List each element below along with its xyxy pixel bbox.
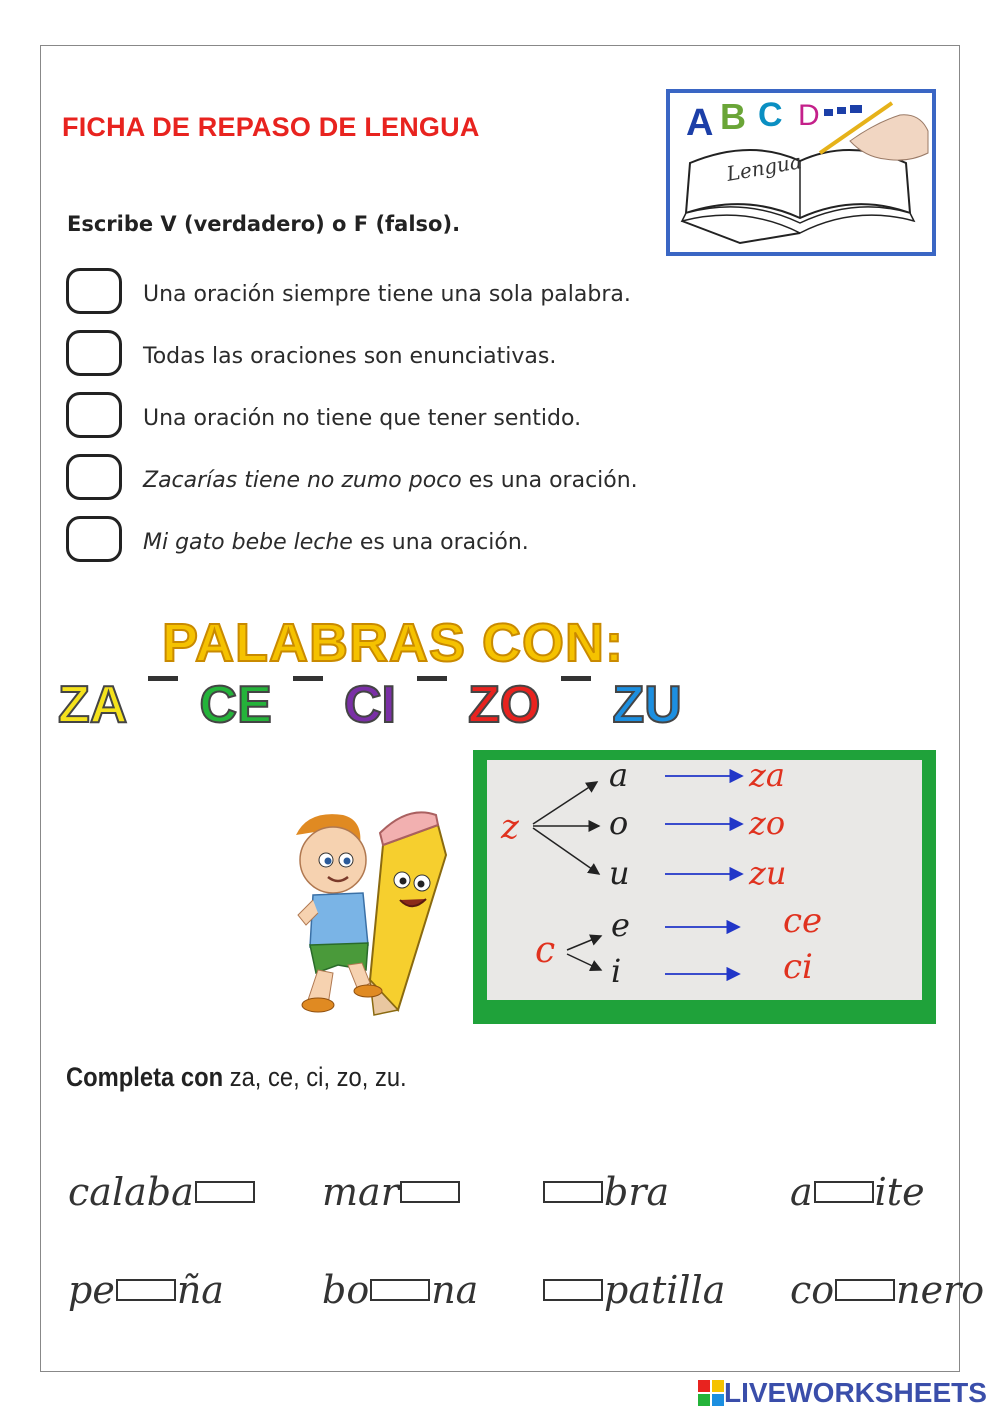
- blank-input-2[interactable]: [400, 1181, 460, 1203]
- lengua-logo-image: [666, 89, 936, 256]
- complete-instruction: Completa con za, ce, ci, zo, zu.: [66, 1062, 407, 1092]
- chart-vowel-e: e: [611, 906, 630, 944]
- logo-book-word: Lengua: [724, 149, 804, 186]
- liveworksheets-logo-icon: [698, 1380, 724, 1406]
- word-zapatilla: patilla: [542, 1268, 725, 1312]
- blank-input-6[interactable]: [370, 1279, 430, 1301]
- word-aceite: a ite: [790, 1170, 925, 1214]
- chart-vowel-a: a: [609, 760, 629, 794]
- chart-vowel-i: i: [611, 952, 622, 990]
- logo-letter-d: D: [798, 99, 820, 132]
- chart-result-za: za: [749, 760, 785, 794]
- chart-result-ce: ce: [783, 901, 823, 941]
- answer-box-2[interactable]: [66, 330, 122, 376]
- palabras-con-title: PALABRAS CON:: [162, 613, 624, 673]
- true-false-list: [66, 268, 826, 578]
- dash-separator: [561, 676, 591, 681]
- boy-pencil-illustration: [288, 805, 453, 1017]
- statement-text: Una oración no tiene que tener sentido.: [143, 406, 582, 431]
- answer-box-5[interactable]: [66, 516, 122, 562]
- brand-text: LIVEWORKSHEETS: [724, 1377, 987, 1408]
- true-false-item: [66, 268, 826, 330]
- word-bocina: bo na: [322, 1268, 479, 1312]
- statement-text: Zacarías tiene no zumo poco es una oración.: [143, 468, 638, 493]
- chart-result-ci: ci: [783, 947, 813, 987]
- syllable-ce: CE: [199, 676, 272, 734]
- syllable-zo: ZO: [468, 676, 541, 734]
- logo-letter-c: C: [758, 96, 783, 134]
- answer-box-4[interactable]: [66, 454, 122, 500]
- word-cocinero: co nero: [790, 1268, 985, 1312]
- blank-input-5[interactable]: [116, 1279, 176, 1301]
- word-marzo: mar: [322, 1170, 461, 1214]
- syllable-chart-panel: [487, 760, 922, 1000]
- logo-letter-a: A: [686, 102, 714, 144]
- blank-input-1[interactable]: [195, 1181, 255, 1203]
- chart-c-letter: c: [535, 930, 556, 971]
- chart-z-letter: z: [501, 807, 519, 847]
- statement-text: Todas las oraciones son enunciativas.: [143, 344, 557, 369]
- word-calabaza: calaba: [68, 1170, 256, 1214]
- liveworksheets-brand[interactable]: [698, 1377, 987, 1409]
- syllable-za: ZA: [58, 676, 128, 734]
- blank-input-8[interactable]: [835, 1279, 895, 1301]
- blank-input-4[interactable]: [814, 1181, 874, 1203]
- dash-separator: [148, 676, 178, 681]
- true-false-item: [66, 454, 826, 516]
- word-cebra: bra: [542, 1170, 669, 1214]
- answer-box-3[interactable]: [66, 392, 122, 438]
- chart-result-zu: zu: [749, 854, 787, 892]
- chart-vowel-o: o: [609, 804, 629, 842]
- blank-input-3[interactable]: [543, 1181, 603, 1203]
- syllable-chart: [473, 750, 936, 1024]
- true-false-item: [66, 392, 826, 454]
- true-false-instruction: Escribe V (verdadero) o F (falso).: [67, 212, 461, 236]
- statement-text: Mi gato bebe leche es una oración.: [143, 530, 529, 555]
- syllable-ci: CI: [343, 676, 396, 734]
- syllable-zu: ZU: [612, 676, 682, 734]
- true-false-item: [66, 516, 826, 578]
- chart-result-zo: zo: [749, 804, 786, 842]
- syllables-row: [58, 675, 682, 745]
- word-pezuna: pe ña: [68, 1268, 224, 1312]
- answer-box-1[interactable]: [66, 268, 122, 314]
- dash-separator: [417, 676, 447, 681]
- statement-text: Una oración siempre tiene una sola palabra.: [143, 282, 631, 307]
- logo-letter-b: B: [720, 96, 746, 137]
- chart-vowel-u: u: [609, 854, 630, 892]
- page-title: FICHA DE REPASO DE LENGUA: [62, 112, 480, 142]
- dash-separator: [293, 676, 323, 681]
- true-false-item: [66, 330, 826, 392]
- blank-input-7[interactable]: [543, 1279, 603, 1301]
